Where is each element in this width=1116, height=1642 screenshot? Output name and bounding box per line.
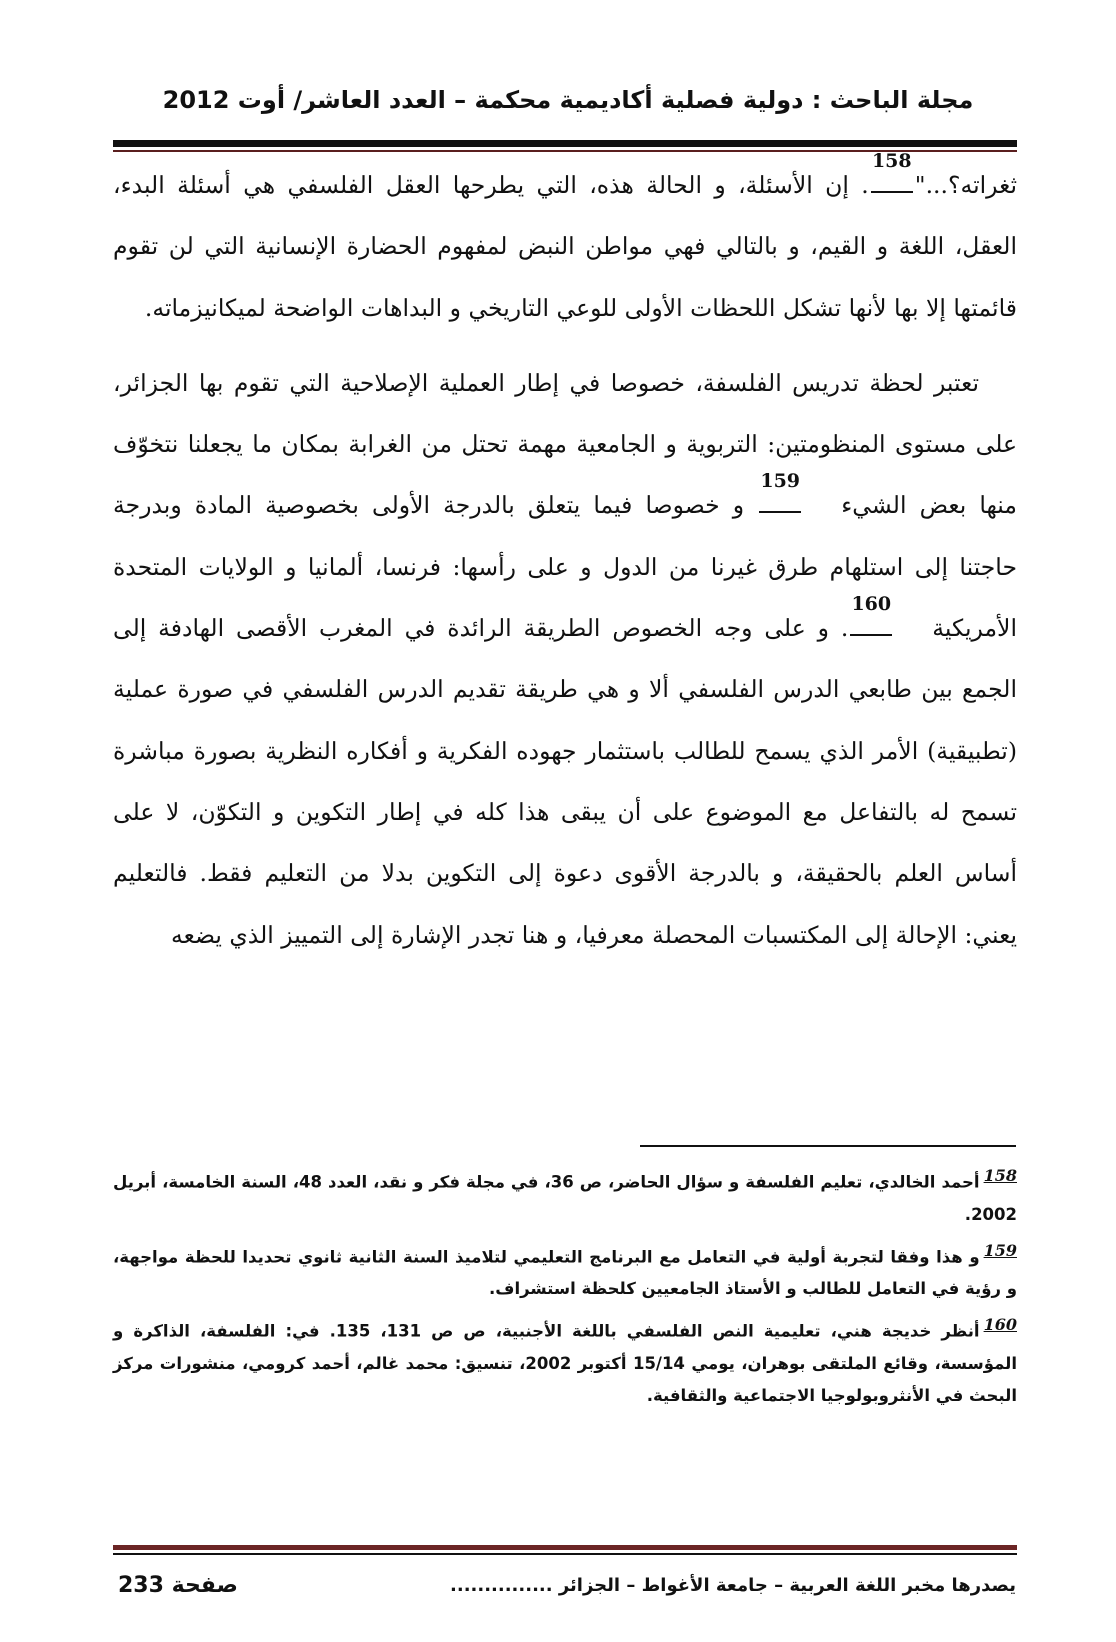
paragraph-2 (113, 353, 1017, 966)
footnotes-section (113, 1160, 1017, 1416)
footnote-159 (113, 1235, 1017, 1306)
footnote-158 (113, 1160, 1017, 1231)
p1-start-text: ثغراته؟..." (914, 171, 1017, 199)
footer-rule-thin (113, 1553, 1017, 1555)
footnote-number: 158 (983, 1166, 1017, 1185)
page-number: صفحة 233 (118, 1573, 238, 1598)
footnote-number: 160 (983, 1315, 1017, 1334)
footnote-ref-number: 160 (851, 593, 892, 616)
footnote-ref-160[interactable] (848, 593, 932, 659)
footnote-160 (113, 1309, 1017, 1412)
p2-part-b: و خصوصا فيما يتعلق بالدرجة الأولى بخصوصية المادة وبدرجة حاجتنا إلى استلهام طرق غيرنا من الدول و على رأسها: فرنسا، ألمانيا و الولايات المتحدة الأمريكية (113, 491, 1017, 643)
footnote-ref-number: 158 (871, 150, 912, 172)
footnote-ref-number: 159 (760, 470, 801, 493)
footnote-text: و هذا وفقا لتجربة أولية في التعامل مع البرنامج التعليمي لتلاميذ السنة الثانية ثانوي تحديدا للحظة مواجهة، و رؤية في التعامل للطالب و الأستاذ الجامعيين كلحظة استشراف. (113, 1247, 1017, 1298)
main-body-text (113, 150, 1017, 966)
footnote-ref-159[interactable] (757, 470, 841, 536)
footnote-text: أحمد الخالدي، تعليم الفلسفة و سؤال الحاضر، ص 36، في مجلة فكر و نقد، العدد 48، السنة الخامسة، أبريل 2002. (113, 1172, 1017, 1224)
p1-rest-text: . إن الأسئلة، و الحالة هذه، التي يطرحها العقل الفلسفي هي أسئلة البدء، العقل، اللغة و القيم، و بالتالي فهي مواطن النبض لمفهوم الحضارة الإنسانية التي لن تقوم قائمتها إلا بها لأنها تشكل اللحظات الأولى للوعي التاريخي و البداهات الواضحة لميكانيزماته. (113, 171, 1017, 322)
journal-header: مجلة الباحث : دولية فصلية أكاديمية محكمة – العدد العاشر/ أوت 2012 (162, 86, 974, 114)
footnote-ref-158[interactable] (869, 150, 915, 216)
p2-part-c: . و على وجه الخصوص الطريقة الرائدة في المغرب الأقصى الهادفة إلى الجمع بين طابعي الدرس الفلسفي ألا و هي طريقة تقديم الدرس الفلسفي في صورة عملية (تطبيقية) الأمر الذي يسمح للطالب باستثمار جهوده الفكرية و أفكاره النظرية بصورة مباشرة تسمح له بالتفاعل مع الموضوع على أن يبقى هذا كله في إطار التكوين و التكوّن، لا على أساس العلم بالحقيقة، و بالدرجة الأقوى دعوة إلى التكوين بدلا من التعليم فقط. فالتعليم يعني: الإحالة إلى المكتسبات المحصلة معرفيا، و هنا تجدر الإشارة إلى التمييز الذي يضعه (113, 614, 1017, 949)
footer-publisher: يصدرها مخبر اللغة العربية – جامعة الأغواط – الجزائر ............... (450, 1575, 1016, 1596)
p2-part-a: تعتبر لحظة تدريس الفلسفة، خصوصا في إطار العملية الإصلاحية التي تقوم بها الجزائر، على مستوى المنظومتين: التربوية و الجامعية مهمة تحتل من الغرابة بمكان ما يجعلنا نتخوّف منها بعض الشيء (113, 368, 1017, 520)
footer-rule-thick (113, 1545, 1017, 1550)
footnote-separator (640, 1145, 1016, 1147)
footnote-number: 159 (983, 1240, 1017, 1260)
footnote-text: أنظر خديجة هني، تعليمية النص الفلسفي باللغة الأجنبية، ص ص 131، 135. في: الفلسفة، الذاكرة و المؤسسة، وقائع الملتقى بوهران، يومي 15/14 أكتوبر 2002، تنسيق: محمد غالم، أحمد كرومي، منشورات مركز البحث في الأنثروبولوجيا الاجتماعية والثقافية. (113, 1321, 1017, 1405)
paragraph-1 (113, 150, 1017, 339)
